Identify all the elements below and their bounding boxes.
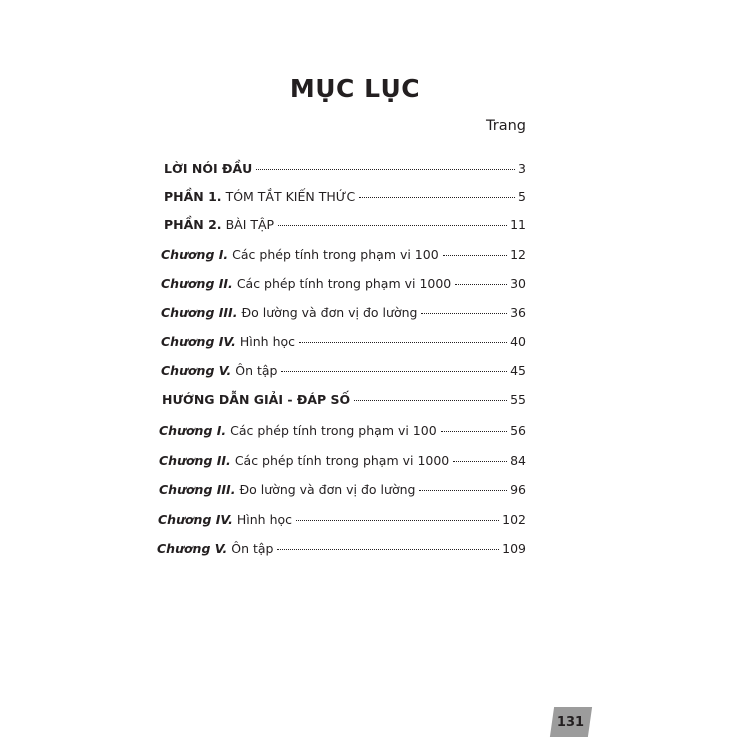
toc-entry-prefix: PHẦN 1. [164,189,222,204]
toc-entry-prefix: HƯỚNG DẪN GIẢI - ĐÁP SỐ [162,392,351,407]
toc-entry [161,274,526,294]
toc-entry-page: 12 [510,247,526,262]
toc-entry-page: 56 [510,423,526,438]
toc-entry-page: 5 [518,189,526,204]
dot-leader [281,371,507,372]
toc-entry [159,480,526,500]
page-title: MỤC LỤC [289,74,421,103]
toc-entry-page: 55 [510,392,526,407]
toc-entry [164,187,526,207]
toc-entry [161,245,526,265]
toc-entry-prefix: Chương III. [161,305,238,320]
toc-entry-page: 40 [510,334,526,349]
toc-entry-prefix: Chương IV. [161,334,236,349]
toc-entry-prefix: Chương II. [159,453,231,468]
page-number-tab [550,707,592,737]
toc-entry [161,303,526,323]
toc-entry-text: Hình học [236,512,293,527]
toc-entry [157,539,526,559]
toc-entry-text: Ôn tập [231,541,274,556]
toc-entry-text: Đo lường và đơn vị đo lường [239,482,416,497]
dot-leader [359,197,515,198]
toc-entry [164,159,526,179]
toc-entry-text: Các phép tính trong phạm vi 100 [232,247,439,262]
dot-leader [421,313,507,314]
toc-entry-text: Đo lường và đơn vị đo lường [241,305,418,320]
toc-entry [159,451,526,471]
toc-entry-text: Các phép tính trong phạm vi 1000 [234,453,450,468]
dot-leader [299,342,507,343]
dot-leader [453,461,507,462]
toc-entry-page: 84 [510,453,526,468]
toc-entry [159,421,526,441]
dot-leader [419,490,507,491]
toc-entry-prefix: Chương I. [161,247,229,262]
toc-entry-page: 3 [518,161,526,176]
dot-leader [455,284,507,285]
toc-entry-page: 96 [510,482,526,497]
toc-entry-text: Các phép tính trong phạm vi 100 [230,423,437,438]
toc-entry-prefix: Chương V. [161,363,232,378]
dot-leader [256,169,515,170]
dot-leader [277,549,499,550]
toc-entry-prefix: PHẦN 2. [164,217,222,232]
toc-entry-page: 45 [510,363,526,378]
toc-entry-prefix: Chương IV. [158,512,233,527]
toc-entry-prefix: Chương III. [159,482,236,497]
page-column-label: Trang [486,118,526,134]
toc-entry-prefix: Chương I. [159,423,227,438]
toc-entry-page: 11 [510,217,526,232]
dot-leader [278,225,507,226]
toc-entry [158,510,526,530]
dot-leader [441,431,507,432]
dot-leader [443,255,507,256]
toc-entry [161,332,526,352]
toc-entry [162,390,526,410]
page-number: 131 [557,714,585,730]
dot-leader [354,400,507,401]
toc-entry [164,215,526,235]
toc-entry-page: 30 [510,276,526,291]
toc-entry-page: 109 [502,541,526,556]
dot-leader [296,520,499,521]
toc-entry-text: Các phép tính trong phạm vi 1000 [236,276,452,291]
toc-entry-text: Ôn tập [235,363,278,378]
toc-entry-prefix: Chương V. [157,541,228,556]
toc-entry-page: 102 [502,512,526,527]
toc-entry-text: TÓM TẮT KIẾN THỨC [225,189,356,204]
toc-entry-prefix: Chương II. [161,276,233,291]
toc-entry-text: Hình học [239,334,296,349]
toc-entry-text: BÀI TẬP [225,217,275,232]
toc-entry [161,361,526,381]
toc-entry-prefix: LỜI NÓI ĐẦU [164,161,253,176]
toc-entry-page: 36 [510,305,526,320]
